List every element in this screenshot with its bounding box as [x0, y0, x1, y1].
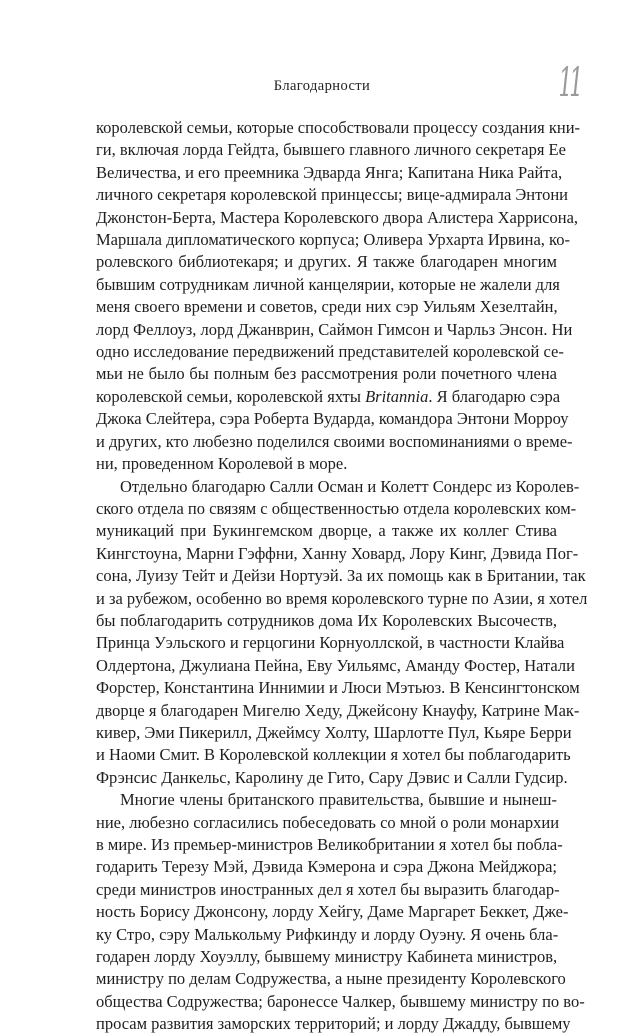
text-line: дворце я благодарен Мигелю Хеду, Джейсону Кнауфу, Катрине Мак- — [96, 700, 580, 720]
text-line: Многие члены британского правительства, бывшие и нынеш- — [120, 790, 557, 810]
text-line: просам развития заморских территорий; и лорду Джадду, бывшему — [96, 1014, 571, 1034]
page-number: 11 — [558, 60, 580, 106]
text-line: Величества, и его преемника Эдварда Янга; Капитана Ника Райта, — [96, 162, 563, 182]
text-line: Джока Слейтера, сэра Роберта Вударда, командора Энтони Морроу — [96, 409, 569, 429]
paragraph-3 — [96, 789, 585, 1035]
text-line: Фрэнсис Данкельс, Каролину де Гито, Сару Дэвис и Салли Гудсир. — [96, 767, 568, 787]
text-line: Форстер, Константина Иннимии и Люси Мэтьюз. В Кенсингтонском — [96, 678, 580, 698]
text-segment: королевской семьи, королевской яхты — [96, 386, 366, 406]
text-line: ского отдела по связям с общественностью отдела королевских ком- — [96, 498, 577, 518]
paragraph-1 — [96, 117, 581, 476]
text-line: лорд Феллоуз, лорд Джанврин, Саймон Гимсон и Чарльз Энсон. Ни — [96, 319, 573, 339]
text-line: королевской семьи, которые способствовали процессу создания кни- — [96, 118, 581, 137]
text-line: и других, кто любезно поделился своими воспоминаниями о време- — [96, 431, 573, 451]
text-line: меня своего времени и советов, среди них сэр Уильям Хезелтайн, — [96, 297, 558, 317]
italic-ship-name: Britannia — [365, 386, 429, 406]
text-line-with-italic — [96, 386, 561, 408]
text-line: бы поблагодарить сотрудников дома Их Королевских Высочеств, — [96, 610, 557, 630]
text-line: ни, проведенном Королевой в море. — [96, 454, 348, 474]
text-line: общества Содружества; баронессе Чалкер, бывшему министру по во- — [96, 991, 585, 1011]
text-line: Джонстон-Берта, Мастера Королевского двора Алистера Харрисона, — [96, 207, 579, 227]
body-text — [96, 117, 588, 1036]
text-line: муникаций при Букингемском дворце, а также их коллег Стива — [96, 521, 557, 541]
text-line: бывшим сотрудникам личной канцелярии, которые не жалели для — [96, 274, 560, 294]
text-line: ность Борису Джонсону, лорду Хейгу, Даме Маргарет Беккет, Дже- — [96, 902, 569, 922]
text-line: одно исследование передвижений представителей королевской се- — [96, 342, 564, 362]
text-line: мьи не было бы полным без рассмотрения роли почетного члена — [96, 364, 557, 384]
text-line: личного секретаря королевской принцессы; вице-адмирала Энтони — [96, 185, 569, 205]
text-line: годарить Терезу Мэй, Дэвида Кэмерона и сэра Джона Мейджора; — [96, 857, 557, 877]
text-line: Маршала дипломатического корпуса; Оливера Урхарта Ирвина, ко- — [96, 230, 570, 250]
text-line: в мире. Из премьер-министров Великобритании я хотел бы побла- — [96, 835, 563, 854]
text-segment: . Я благодарю сэра — [428, 386, 561, 406]
paragraph-2 — [96, 476, 588, 790]
text-line: министру по делам Содружества, а ныне президенту Королевского — [96, 969, 566, 989]
text-line: сона, Луизу Тейт и Дейзи Нортуэй. За их помощь как в Британии, так — [96, 566, 586, 586]
text-line: кивер, Эми Пикерилл, Джеймсу Холту, Шарлотте Пул, Кьяре Берри — [96, 722, 572, 742]
text-line: и за рубежом, особенно во время королевского турне по Азии, я хотел — [96, 588, 588, 608]
text-line: Кингстоуна, Марни Гэффни, Ханну Ховард, Лору Кинг, Дэвида Пог- — [96, 543, 579, 563]
text-line: годарен лорду Хоуэллу, бывшему министру Кабинета министров, — [96, 947, 558, 967]
text-line: ги, включая лорда Гейдта, бывшего главного личного секретаря Ее — [96, 140, 566, 160]
text-line: среди министров иностранных дел я хотел бы выразить благодар- — [96, 879, 560, 899]
text-line: Принца Уэльского и герцогини Корнуоллской, в частности Клайва — [96, 633, 565, 653]
text-line: ку Стро, сэру Малькольму Рифкинду и лорду Оуэну. Я очень бла- — [96, 924, 559, 944]
text-line: и Наоми Смит. В Королевской коллекции я хотел бы поблагодарить — [96, 745, 571, 765]
text-line: ние, любезно согласились побеседовать со мной о роли монархии — [96, 812, 560, 832]
text-line: ролевского библиотекаря; и других. Я также благодарен многим — [96, 252, 557, 272]
text-line: Олдертона, Джулиана Пейна, Еву Уильямс, Аманду Фостер, Натали — [96, 655, 575, 675]
running-title: Благодарности — [273, 78, 371, 94]
text-line: Отдельно благодарю Салли Осман и Колетт Сондерс из Королев- — [120, 476, 580, 496]
